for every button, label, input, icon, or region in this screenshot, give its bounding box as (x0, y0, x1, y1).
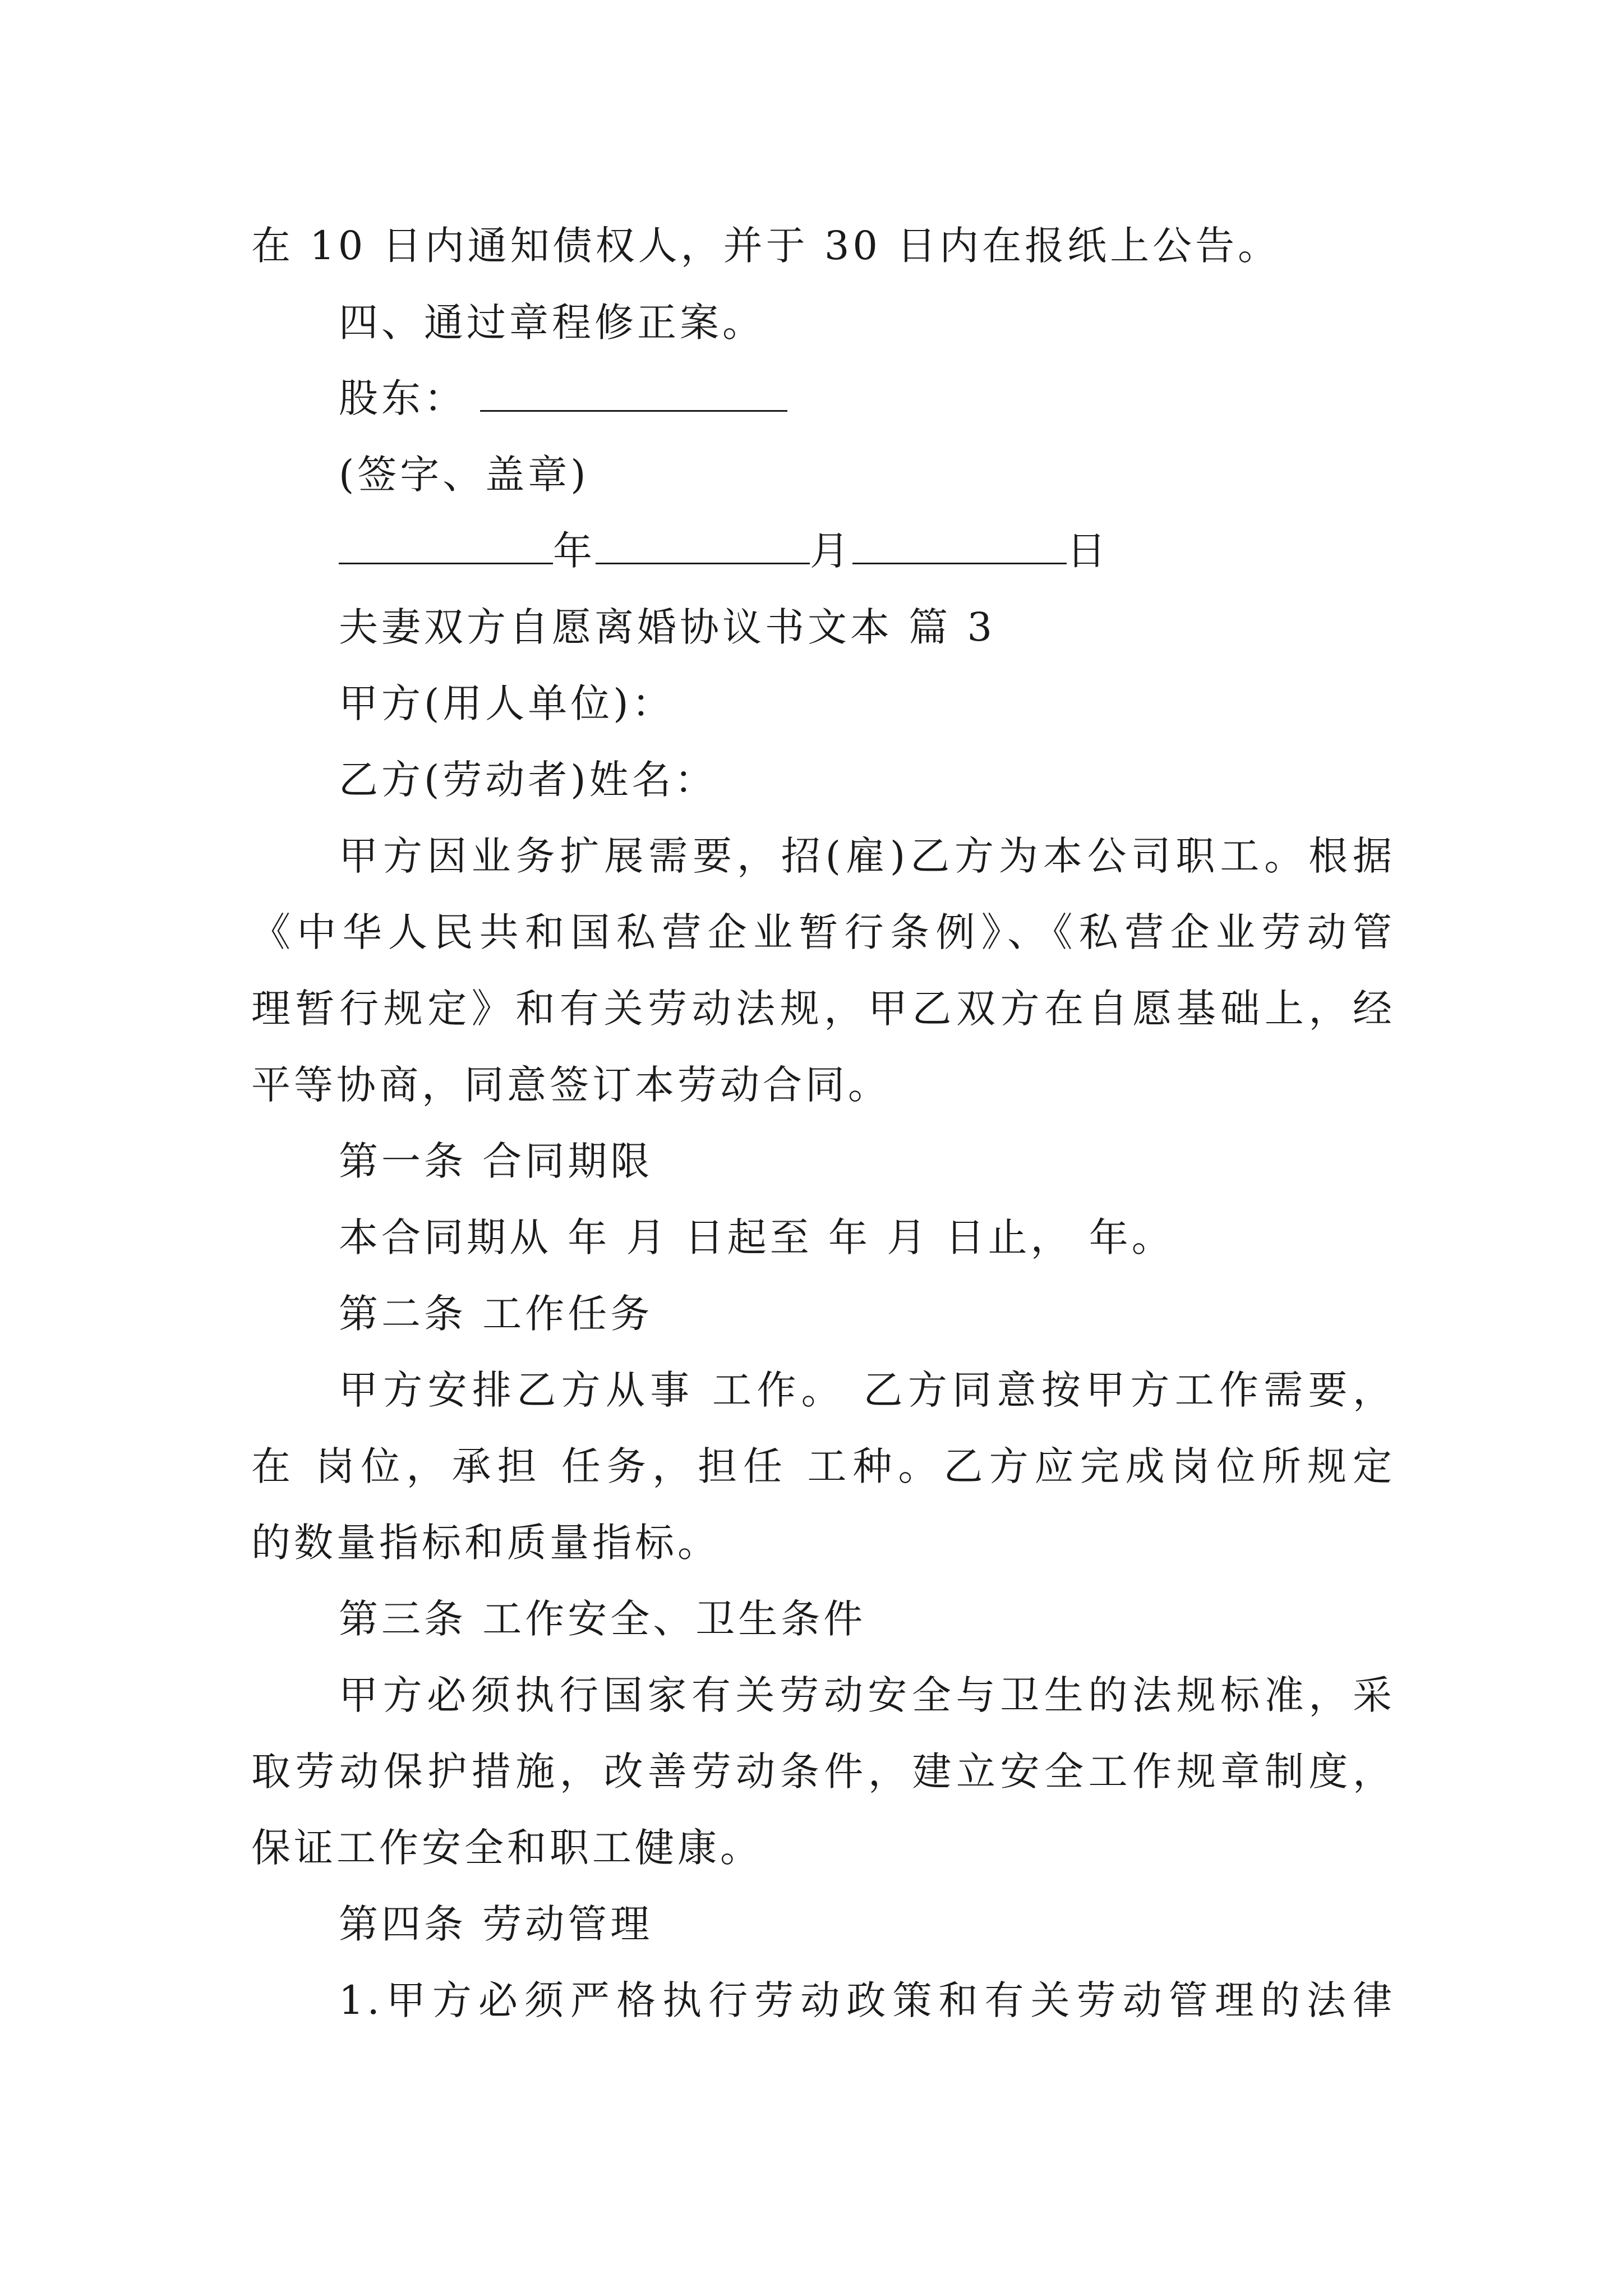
document-title: 夫妻双方自愿离婚协议书文本 篇 3 (339, 604, 996, 650)
paragraph-line: 理暂行规定》和有关劳动法规，甲乙双方在自愿基础上，经 (251, 986, 1395, 1032)
shareholder-signature-line (339, 370, 1395, 426)
year-blank (339, 526, 553, 564)
article-heading: 第二条 工作任务 (339, 1291, 653, 1337)
article-heading: 第三条 工作安全、卫生条件 (339, 1596, 866, 1642)
day-blank (852, 526, 1067, 564)
sign-seal-note: (签字、盖章) (339, 452, 589, 498)
signature-blank (480, 373, 787, 412)
paragraph-line: 甲方必须执行国家有关劳动安全与卫生的法规标准，采 (339, 1672, 1395, 1718)
article-heading: 第一条 合同期限 (339, 1138, 653, 1184)
paragraph-line: 甲方安排乙方从事 工作。 乙方同意按甲方工作需要， (339, 1367, 1395, 1413)
shareholder-label: 股东： (339, 375, 467, 421)
paragraph-line: 在 10 日内通知债权人，并于 30 日内在报纸上公告。 (251, 223, 1281, 269)
article-heading: 第四条 劳动管理 (339, 1901, 653, 1947)
paragraph-line: 本合同期从 年 月 日起至 年 月 日止， 年。 (339, 1214, 1174, 1260)
paragraph-line: 的数量指标和质量指标。 (251, 1520, 720, 1566)
paragraph-line: 《中华人民共和国私营企业暂行条例》、《私营企业劳动管 (251, 909, 1395, 955)
paragraph-line: 取劳动保护措施，改善劳动条件，建立安全工作规章制度， (251, 1749, 1395, 1795)
month-blank (596, 526, 810, 564)
day-label: 日 (1067, 528, 1109, 574)
paragraph-line: 平等协商，同意签订本劳动合同。 (251, 1062, 891, 1108)
date-line (339, 523, 1395, 579)
paragraph-line: 保证工作安全和职工健康。 (251, 1825, 763, 1871)
paragraph-line: 1.甲方必须严格执行劳动政策和有关劳动管理的法律 (339, 1977, 1395, 2023)
party-a-line: 甲方(用人单位)： (339, 680, 675, 726)
month-label: 月 (810, 528, 852, 574)
section-heading: 四、通过章程修正案。 (339, 300, 765, 346)
paragraph-line: 在 岗位，承担 任务，担任 工种。乙方应完成岗位所规定 (251, 1443, 1395, 1489)
party-b-line: 乙方(劳动者)姓名： (339, 757, 717, 803)
year-label: 年 (553, 528, 596, 574)
paragraph-line: 甲方因业务扩展需要，招(雇)乙方为本公司职工。根据 (339, 833, 1395, 879)
